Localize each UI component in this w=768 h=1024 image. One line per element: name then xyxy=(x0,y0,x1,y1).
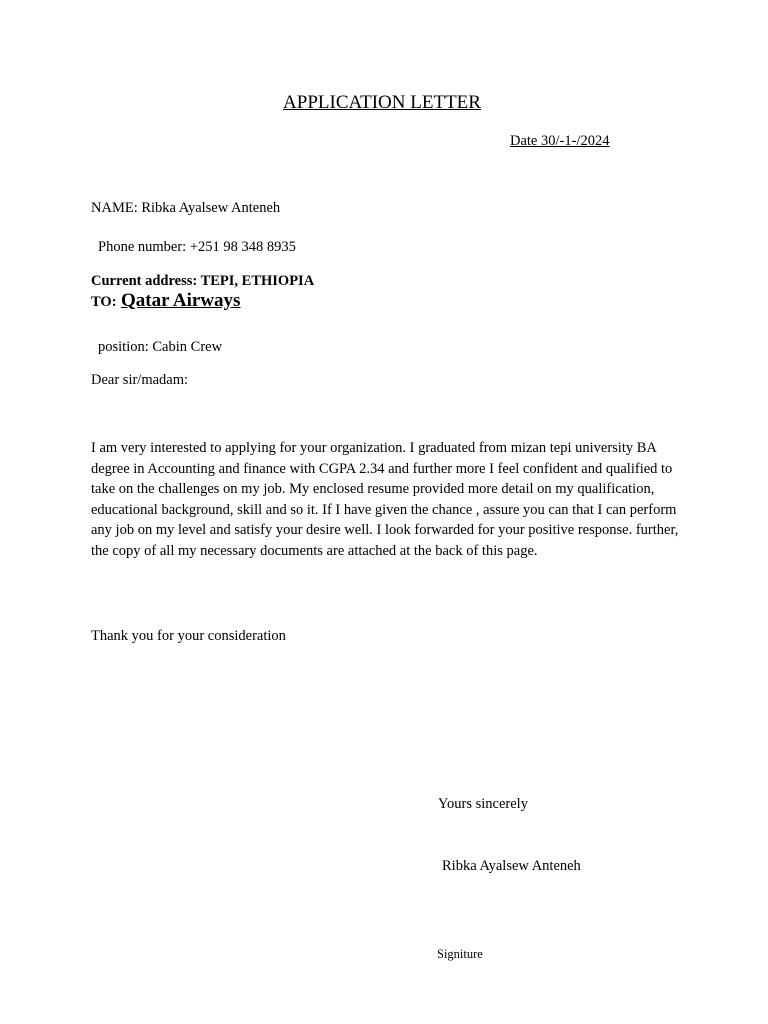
letter-body: I am very interested to applying for your organization. I graduated from mizan tepi university BA degree in Accounting and finance with CGPA 2.34 and further more I feel confident and qualified to take on the challenges on my job. My enclosed resume provided more detail on my qualification, educational background, skill and so it. If I have given the chance , assure you can that I can perform any job on my level and satisfy your desire well. I look forwarded for your positive response. further, the copy of all my necessary documents are attached at the back of this page. xyxy=(91,440,679,559)
closing-line: Yours sincerely xyxy=(438,796,528,812)
recipient-organization: Qatar Airways xyxy=(121,290,241,311)
applicant-address: Current address: TEPI, ETHIOPIA xyxy=(91,273,315,289)
signature-label: Signiture xyxy=(437,947,483,961)
salutation: Dear sir/madam: xyxy=(91,372,189,388)
applicant-phone: Phone number: +251 98 348 8935 xyxy=(98,239,296,255)
thanks-line: Thank you for your consideration xyxy=(91,628,286,644)
recipient-label: TO: xyxy=(91,294,117,310)
letter-title: APPLICATION LETTER xyxy=(283,92,481,113)
letter-date: Date 30/-1-/2024 xyxy=(510,133,610,149)
position-line: position: Cabin Crew xyxy=(98,339,223,355)
signer-name: Ribka Ayalsew Anteneh xyxy=(442,858,581,874)
applicant-name: NAME: Ribka Ayalsew Anteneh xyxy=(91,200,281,216)
